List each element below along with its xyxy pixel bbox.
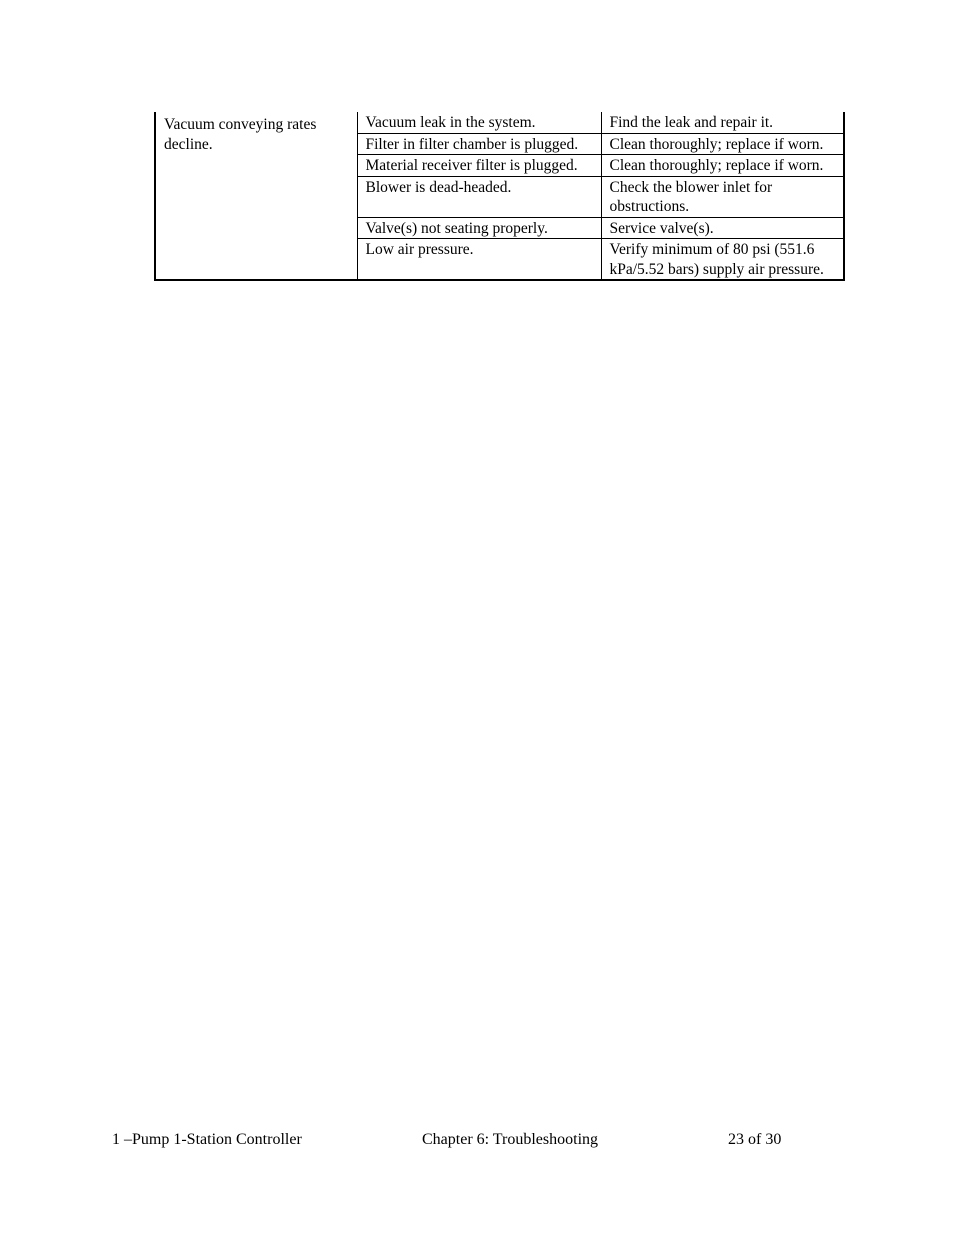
cause-cell: Filter in filter chamber is plugged. [357, 133, 601, 155]
remedy-cell: Verify minimum of 80 psi (551.6 kPa/5.52 bars) supply air pressure. [601, 239, 844, 281]
remedy-cell: Check the blower inlet for obstructions. [601, 176, 844, 217]
remedy-cell: Clean thoroughly; replace if worn. [601, 133, 844, 155]
table-row [155, 112, 844, 133]
cause-cell: Material receiver filter is plugged. [357, 155, 601, 177]
footer-chapter-title: Chapter 6: Troubleshooting [422, 1131, 599, 1148]
cause-cell: Low air pressure. [357, 239, 601, 281]
troubleshooting-table [154, 112, 845, 281]
cause-cell: Blower is dead-headed. [357, 176, 601, 217]
remedy-cell: Find the leak and repair it. [601, 112, 844, 133]
cause-cell: Vacuum leak in the system. [357, 112, 601, 133]
symptom-cell: Vacuum conveying rates decline. [155, 112, 357, 280]
remedy-cell: Service valve(s). [601, 217, 844, 239]
footer-page-number: 23 of 30 [728, 1131, 782, 1148]
footer-document-title: 1 –Pump 1-Station Controller [112, 1131, 302, 1148]
cause-cell: Valve(s) not seating properly. [357, 217, 601, 239]
remedy-cell: Clean thoroughly; replace if worn. [601, 155, 844, 177]
